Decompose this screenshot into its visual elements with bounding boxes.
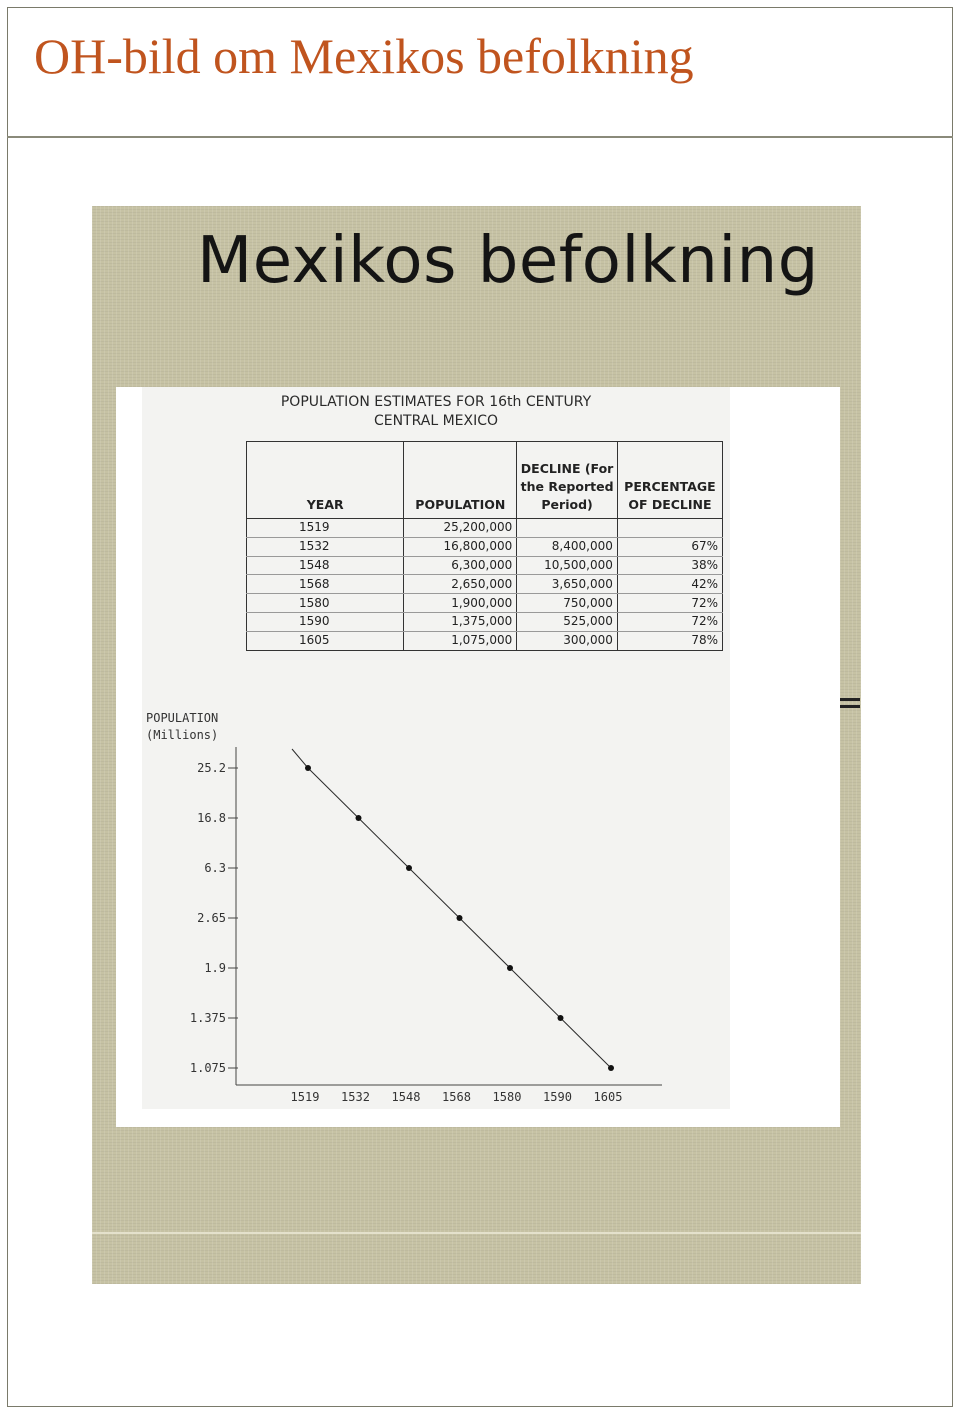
cell-year: 1532 (247, 537, 404, 556)
x-tick-label: 1532 (341, 1090, 370, 1104)
cell-decline: 8,400,000 (517, 537, 618, 556)
cell-population: 1,375,000 (404, 612, 517, 631)
data-point (608, 1065, 614, 1071)
cell-percentage: 72% (617, 594, 722, 613)
y-axis-label-line2: (Millions) (146, 728, 219, 742)
col-header-population: POPULATION (404, 442, 517, 519)
cell-percentage: 38% (617, 556, 722, 575)
page-header (7, 7, 953, 138)
cell-year: 1519 (247, 519, 404, 538)
cell-decline: 750,000 (517, 594, 618, 613)
cell-year: 1605 (247, 631, 404, 650)
cell-percentage (617, 519, 722, 538)
cell-percentage: 72% (617, 612, 722, 631)
y-tick-label: 1.9 (204, 961, 226, 975)
col-header-percentage: PERCENTAGE OF DECLINE (617, 442, 722, 519)
cell-year: 1590 (247, 612, 404, 631)
x-tick-label: 1605 (593, 1090, 623, 1104)
col-header-decline: DECLINE (For the Reported Period) (517, 442, 618, 519)
x-tick-label: 1590 (543, 1090, 572, 1104)
x-tick-label: 1580 (492, 1090, 522, 1104)
series-line-extension (292, 749, 308, 768)
population-table (246, 441, 723, 651)
table-title-line2: CENTRAL MEXICO (373, 413, 499, 429)
y-tick-label: 2.65 (197, 911, 226, 925)
table-row (247, 537, 723, 556)
y-tick-label: 1.375 (189, 1011, 226, 1025)
page-title: OH-bild om Mexikos befolkning (34, 28, 694, 84)
cell-population: 2,650,000 (404, 575, 517, 594)
y-tick-label: 16.8 (197, 811, 226, 825)
cell-population: 16,800,000 (404, 537, 517, 556)
cell-decline: 3,650,000 (517, 575, 618, 594)
data-point (406, 865, 412, 871)
table-row (247, 556, 723, 575)
cell-decline: 10,500,000 (517, 556, 618, 575)
cell-percentage: 42% (617, 575, 722, 594)
cell-percentage: 67% (617, 537, 722, 556)
data-point (558, 1015, 564, 1021)
cell-population: 1,075,000 (404, 631, 517, 650)
table-title (142, 393, 730, 431)
cell-decline (517, 519, 618, 538)
cell-decline: 525,000 (517, 612, 618, 631)
equals-mark (838, 698, 860, 710)
y-tick-label: 25.2 (197, 761, 226, 775)
cell-population: 1,900,000 (404, 594, 517, 613)
table-row (247, 519, 723, 538)
table-header-row (247, 442, 723, 519)
cell-year: 1580 (247, 594, 404, 613)
data-point (305, 765, 311, 771)
slide-title: Mexikos befolkning (197, 224, 819, 298)
y-axis-label-line1: POPULATION (146, 711, 219, 725)
cell-year: 1548 (247, 556, 404, 575)
cell-population: 25,200,000 (404, 519, 517, 538)
x-tick-label: 1568 (442, 1090, 471, 1104)
cell-year: 1568 (247, 575, 404, 594)
table-row (247, 612, 723, 631)
data-point (507, 965, 513, 971)
scanned-figure (142, 387, 730, 1109)
cell-decline: 300,000 (517, 631, 618, 650)
table-row (247, 631, 723, 650)
y-tick-label: 6.3 (204, 861, 226, 875)
table-row (247, 594, 723, 613)
x-tick-label: 1519 (290, 1090, 320, 1104)
x-tick-label: 1548 (391, 1090, 421, 1104)
table-row (247, 575, 723, 594)
y-tick-label: 1.075 (189, 1061, 226, 1075)
slide-divider (92, 1232, 861, 1234)
table-title-line1: POPULATION ESTIMATES FOR 16th CENTURY (280, 394, 592, 410)
data-point (457, 915, 463, 921)
col-header-year: YEAR (247, 442, 404, 519)
cell-percentage: 78% (617, 631, 722, 650)
data-point (356, 815, 362, 821)
population-line-chart (142, 687, 730, 1109)
cell-population: 6,300,000 (404, 556, 517, 575)
